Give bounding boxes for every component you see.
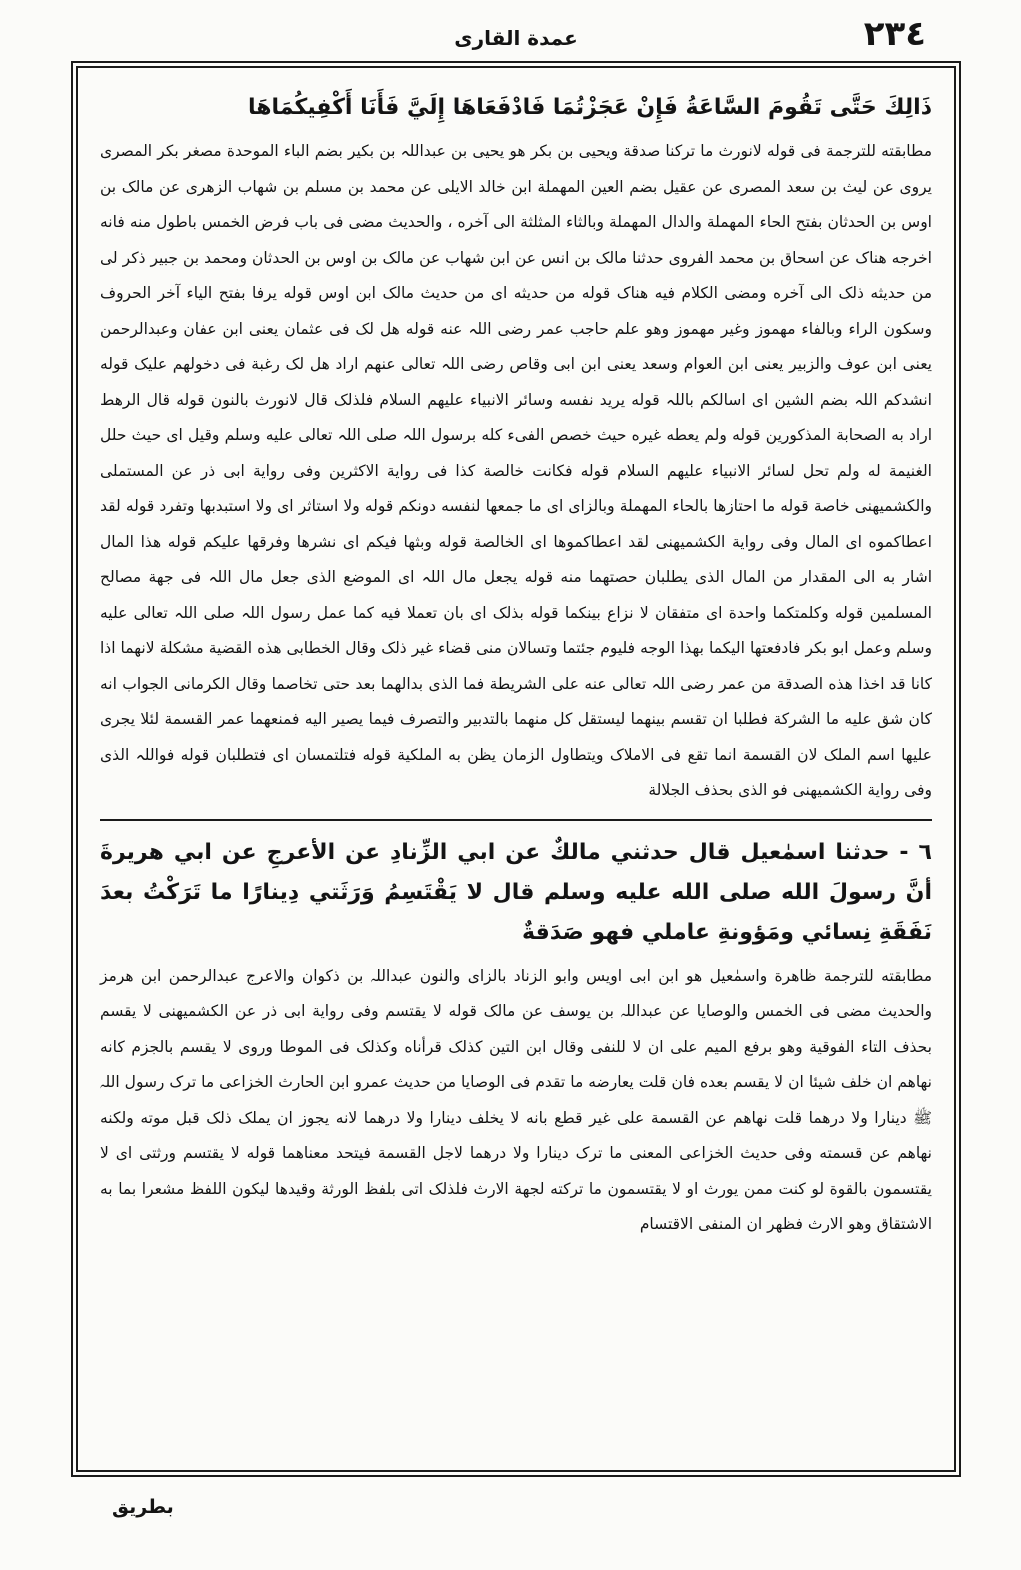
hadith-number: ٦ bbox=[918, 839, 932, 865]
hadith-6-text: حدثنا اسمٰعيل قال حدثني مالكٌ عن ابي الزِّنادِ عن الأعرجِ عن ابي هريرةَ أنَّ رسولَ الله صلى الله عليه وسلم قال لا يَقْتَسِمُ وَرَثَتي دِينارًا ما تَرَكْتُ بعدَ نَفَقَةِ نِسائي ومَؤونةِ عاملي فهو صَدَقةٌ bbox=[100, 839, 932, 945]
section-divider bbox=[100, 819, 932, 821]
text-frame bbox=[76, 66, 956, 1472]
running-title: عمدة القاری bbox=[454, 26, 578, 50]
page-header bbox=[76, 12, 956, 62]
hadith-6-commentary: مطابقته للترجمة ظاهرة واسمٰعیل هو ابن ابی اویس وابو الزناد بالزای والنون عبداللہ بن ذکوان والاعرج عبدالرحمن ابن هرمز والحدیث مضی فی الخمس والوصایا عن عبداللہ بن یوسف عن مالک قوله لا یقتسم وفی روایة ابی ذر عن الکشمیهنی لا یقسم بحذف التاء الفوقیة وهو برفع المیم علی ان لا للنفی وقال ابن التین کذلک قرأناه وکذلک فی الموطا وروی لا یقسم بالجزم کانه نهاهم ان خلف شیئا ان لا یقسم بعده فان قلت یعارضه ما تقدم فی الوصایا من حدیث عمرو ابن الحارث الخزاعی ما ترک رسول اللہ ﷺ دینارا ولا درهما قلت نهاهم عن القسمة علی غیر قطع بانه لا یخلف دینارا ولا درهما لانه یجوز ان یملک ذلک قبل موته ولکنه نهاهم عن قسمته وفی حدیث الخزاعی المعنی ما ترک دینارا ولا درهما لاجل القسمة فیتحد معناهما قوله لا یقتسم ورثتی ای لا یقتسمون بالقوة لو کنت ممن یورث او لا یقتسمون ما ترکته لجهة الارث فلذلک اتی بلفظ الورثة وقیدها لیکون اللفظ مشعرا بما به الاشتقاق وهو الارث فظهر ان المنفی الاقتسام bbox=[100, 966, 932, 1233]
catchword: بطريق bbox=[112, 1496, 174, 1518]
hadith-5-text-end: ذَالِكَ حَتَّى تَقُومَ السَّاعَةُ فَإِنْ عَجَزْتُمَا فَادْفَعَاهَا إِلَيَّ فَأَنَا أَكْفِيكُمَاهَا bbox=[248, 95, 932, 120]
page-number: ۲۳٤ bbox=[863, 14, 926, 54]
hadith-6: ٦ - حدثنا اسمٰعيل قال حدثني مالكٌ عن ابي الزِّنادِ عن الأعرجِ عن ابي هريرةَ أنَّ رسولَ الله صلى الله عليه وسلم قال لا يَقْتَسِمُ وَرَثَتي دِينارًا ما تَرَكْتُ بعدَ نَفَقَةِ نِسائي ومَؤونةِ عاملي فهو صَدَقةٌ bbox=[100, 839, 932, 945]
hadith-5-commentary: مطابقته للترجمة فی قوله لانورث ما ترکنا صدقة ویحیی بن بکر هو یحیی بن عبداللہ بن بکیر بضم الباء الموحدة مصغر بکر المصری یروی عن لیث بن سعد المصری عن عقیل بضم العین المهملة ابن خالد الایلی عن محمد بن مسلم بن شهاب الزهری عن مالک بن اوس بن الحدثان بفتح الحاء المهملة والدال المهملة وبالثاء المثلثة الی آخره ، والحدیث مضی فی باب فرض الخمس باطول منه فانه اخرجه هناک عن اسحاق بن محمد الفروی حدثنا مالک بن انس عن ابن شهاب عن مالک بن اوس بن الحدثان ومحمد بن جبیر ذکر لی من حدیثه ذلک الی آخره ومضی الکلام فیه هناک قوله من حدیثه ای من حدیث مالک ابن اوس قوله یرفا بفتح الیاء آخر الحروف وسکون الراء وبالفاء مهموز وغیر مهموز وهو علم حاجب عمر رضی اللہ عنه قوله هل لک فی عثمان یعنی ابن عفان وعبدالرحمن یعنی ابن عوف والزبیر یعنی ابن العوام وسعد یعنی ابن ابی وقاص رضی اللہ تعالی عنهم اراد هل لک رغبة فی دخولهم علیک قوله انشدکم اللہ بضم الشین ای اسالکم باللہ قوله یرید نفسه وسائر الانبیاء علیهم السلام فلذلک قال لانورث بالنون قوله قال الرهط اراد به الصحابة المذکورین قوله ولم یعطه غیره حیث خصص الفیء کله برسول اللہ صلی اللہ تعالی علیه وسلم وقیل ای حیث حلل الغنیمة له ولم تحل لسائر الانبیاء علیهم السلام قوله فکانت خالصة کذا فی روایة الاکثرین وفی روایة ابی ذر عن المستملی والکشمیهنی خاصة قوله ما احتازها بالحاء المهملة وبالزای ای ما جمعها لنفسه دونکم قوله ولا استاثر ای ولا استبدبها وتفرد قوله لقد اعطاکموه ای المال وفی روایة الکشمیهنی لقد اعطاکموها ای الخالصة قوله وبثها فیکم ای نشرها وفرقها علیکم قوله هذا المال اشار به الی المقدار من المال الذی یطلبان حصتهما منه قوله یجعل مال اللہ ای الموضع الذی جعل مال اللہ فی جهة مصالح المسلمین قوله وکلمتکما واحدة ای متفقان لا نزاع بینکما قوله بذلک ای بان تعملا فیه کما عمل رسول اللہ صلی اللہ تعالی علیه وسلم وعمل ابو بکر فادفعتها الیکما بهذا الوجه فلیوم جئتما وتسالان منی قضاء غیر ذلک وقال الخطابی هذه القضیة مشکلة لانهما اذا کانا قد اخذا هذه الصدقة من عمر رضی اللہ تعالی عنه علی الشریطة فما الذی بدالهما بعد حتی تخاصما وقال الکرمانی الجواب انه کان شق علیه ما الشرکة فطلبا ان تقسم بینهما لیستقل کل منهما بالتدبیر والتصرف فیما یصیر الیه فمنعهما عمر القسمة لئلا یجری علیها اسم الملک لان القسمة انما تقع فی الاملاک ویتطاول الزمان یظن به الملکیة قوله فتلتمسان ای فتطلبان قوله فواللہ الذی وفی روایة الکشمیهنی فو الذی بحذف الجلالة bbox=[100, 142, 932, 799]
